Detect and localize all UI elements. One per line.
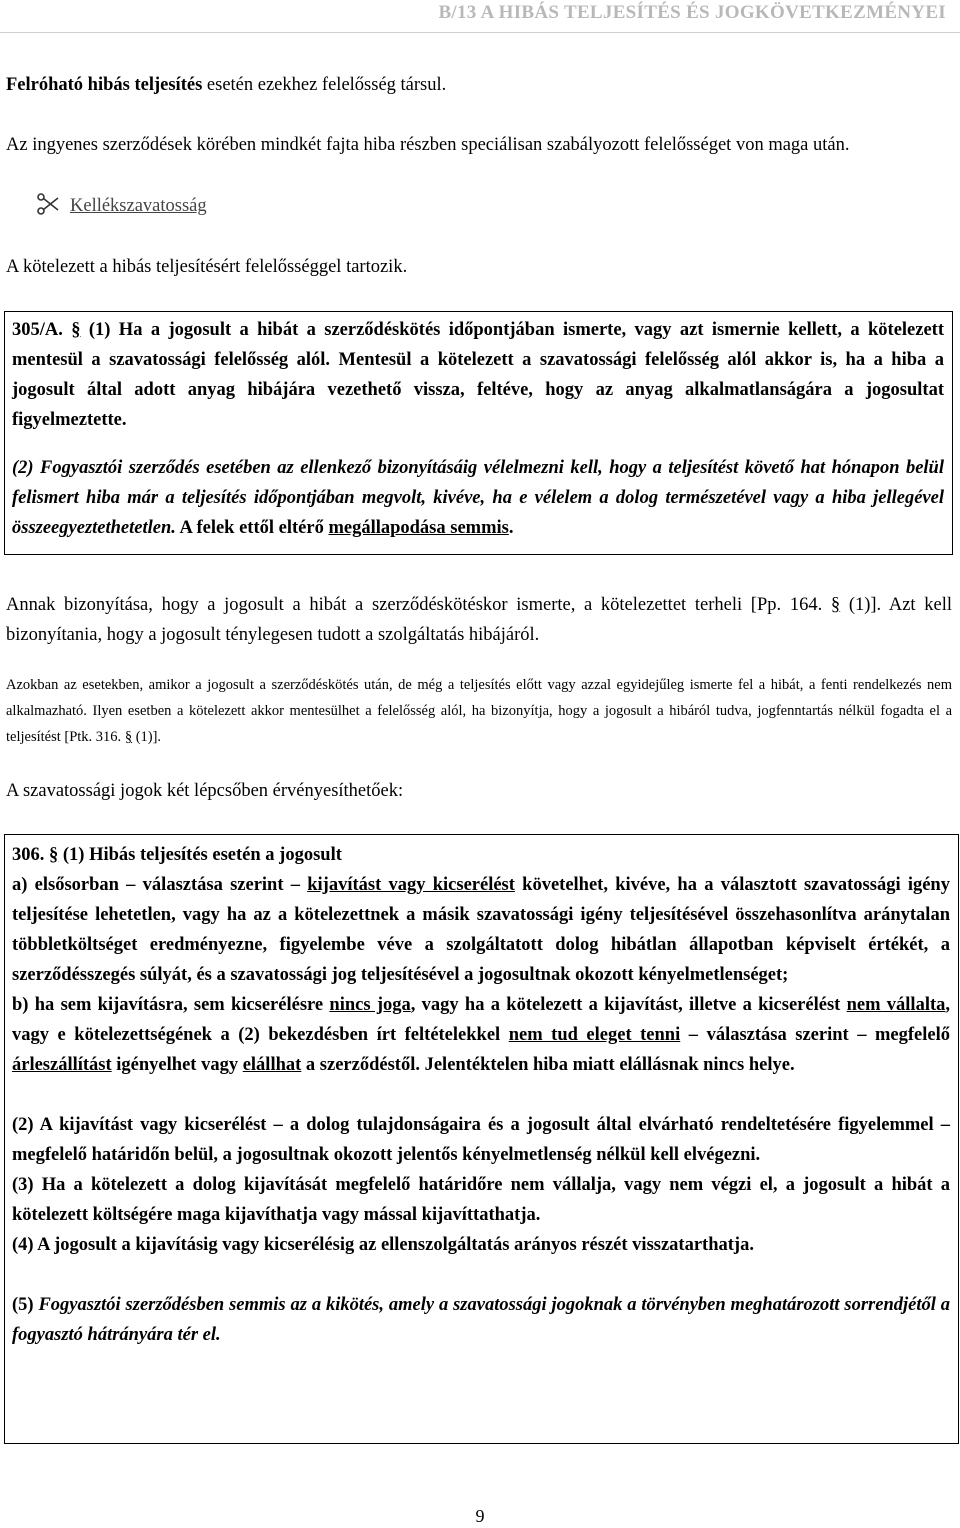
law-bold-underlined: megállapodása semmis — [328, 518, 509, 538]
running-header: B/13 A HIBÁS TELJESÍTÉS ÉS JOGKÖVETKEZMÉNYEI — [438, 2, 946, 23]
header-divider — [0, 32, 960, 33]
law-box-305A — [4, 311, 953, 555]
law-bold-end: . — [508, 518, 514, 538]
law-306-para4: (4) A jogosult a kijavításig vagy kicserélésig az ellenszolgáltatás arányos részét visszatarthatja. — [12, 1235, 754, 1255]
paragraph-ingyenes: Az ingyenes szerződések körében mindkét fajta hiba részben speciálisan szabályozott felelősséget von maga után. — [6, 135, 850, 155]
paragraph-kotelezett: A kötelezett a hibás teljesítésért felelősséggel tartozik. — [6, 257, 408, 277]
law-text: (1) Ha a jogosult a hibát a szerződéskötés időpontjában ismerte, vagy azt ismernie kellett, a kötelezett mentesül a szavatossági felelősség alól. Mentesül a kötelezett a szavatossági felelősség alól akkor is, ha a hiba a jogosult által adott anyag hibájára vezethető vissza, feltéve, hogy az anyag alkalmatlanságára a jogosultat figyelmeztette. — [12, 320, 945, 430]
law-306-para5 — [12, 1290, 950, 1350]
text-run: követelhet, kivéve, ha a választott szavatossági igény teljesítése lehetetlen, vagy ha az a kötelezettnek a másik szavatossági igény teljesítésével összehasonlítva aránytalan többletköltséget eredményezne, figyelembe véve a szolgáltatott dolog hibátlan állapotban képviselt értékét, a szerződésszegés súlyát, és a szavatossági jog teljesítésével a jogosultnak okozott kényelmetlenséget; — [12, 875, 950, 985]
law-italic-text: Fogyasztói szerződésben semmis az a kikötés, amely a szavatossági jogoknak a törvényben meghatározott sorrendjétől a fogyasztó hátrányára tér el. — [12, 1295, 950, 1345]
kellekszavatossag-link[interactable]: Kellékszavatosság — [70, 196, 207, 216]
bold-term: Felróható hibás teljesítés — [6, 75, 203, 95]
underlined-term: nem tud eleget tenni — [508, 1025, 681, 1045]
paragraph-azokban — [6, 672, 952, 750]
section-sign-link[interactable]: § — [830, 595, 841, 615]
paragraph-bizonyitas — [6, 590, 952, 650]
underlined-term: kijavítást vagy kicserélést — [307, 875, 515, 895]
paragraph-text-b: (1)]. Azt kell bizonyítania, hogy a jogosult ténylegesen tudott a szolgáltatás hibájáról. — [6, 595, 952, 645]
underlined-term: árleszállítást — [12, 1055, 112, 1075]
law-305A-para1 — [12, 315, 944, 435]
section-sign-link[interactable]: § — [124, 729, 133, 745]
section-sign-link[interactable]: § — [49, 845, 59, 865]
law-306-point-a — [12, 870, 950, 990]
law-number: 305/A. — [12, 320, 72, 340]
law-bold-text: A felek ettől eltérő — [175, 518, 329, 538]
text-run: – választása szerint – megfelelő — [680, 1025, 950, 1045]
page-number: 9 — [475, 1506, 485, 1526]
underlined-term: nincs joga — [329, 995, 411, 1015]
law-number: 306. — [12, 845, 49, 865]
text-run: , vagy ha a kötelezett a kijavítást, illetve a kicserélést — [410, 995, 847, 1015]
paragraph-felrohato — [6, 70, 952, 100]
paragraph-text-a: Azokban az esetekben, amikor a jogosult a szerződéskötés után, de még a teljesítés előtt vagy azzal egyidejűleg ismerte fel a hibát, a fenti rendelkezés nem alkalmazható. Ilyen esetben a kötelezett akkor mentesülhet a felelősség alól, ha bizonyítja, hogy a jogosult a hibáról tudva, jogfenntartás nélkül fogadta el a teljesítést [Ptk. 316. — [6, 677, 952, 745]
section-sign-link[interactable]: § — [71, 320, 81, 340]
para-number: (5) — [12, 1295, 34, 1315]
law-text: (1) Hibás teljesítés esetén a jogosult — [58, 845, 342, 865]
text-run: a szerződéstől. Jelentéktelen hiba miatt elállásnak nincs helye. — [301, 1055, 795, 1075]
paragraph-szavatossagi-jogok: A szavatossági jogok két lépcsőben érvényesíthetőek: — [6, 781, 404, 801]
paragraph-text: esetén ezekhez felelősség társul. — [202, 75, 447, 95]
text-run: igényelhet vagy — [111, 1055, 243, 1075]
underlined-term: elállhat — [242, 1055, 302, 1075]
text-run: a) elsősorban – választása szerint – — [12, 875, 308, 895]
law-306-heading — [12, 840, 950, 870]
law-italic-text: (2) Fogyasztói szerződés esetében az ellenkező bizonyításáig vélelmezni kell, hogy a teljesítést követő hat hónapon belül felismert hiba már a teljesítés időpontjában megvolt, kivéve, ha e vélelem a dolog természetével vagy a hiba jellegével összeegyeztethetetlen. — [12, 458, 944, 538]
law-306-point-b — [12, 990, 950, 1080]
law-305A-para2 — [12, 453, 944, 543]
paragraph-text-a: Annak bizonyítása, hogy a jogosult a hibát a szerződéskötéskor ismerte, a kötelezettet terheli [Pp. 164. — [6, 595, 831, 615]
text-run: b) ha sem kijavításra, sem kicserélésre — [12, 995, 330, 1015]
section-heading-kellekszavatossag[interactable] — [36, 191, 207, 221]
underlined-term: nem vállalta — [846, 995, 946, 1015]
law-306-para2: (2) A kijavítást vagy kicserélést – a dolog tulajdonságaira és a jogosult által elvárható rendeltetésére figyelemmel – megfelelő határidőn belül, a jogosultnak okozott jelentős kényelmetlenség nélkül kell elvégezni. — [12, 1115, 950, 1165]
law-box-306 — [4, 834, 959, 1444]
paragraph-text-b: (1)]. — [132, 729, 162, 745]
law-306-para3: (3) Ha a kötelezett a dolog kijavítását megfelelő határidőre nem vállalja, vagy nem végzi el, a jogosult a hibát a kötelezett költségére maga kijavíthatja vagy mással kijavíttathatja. — [12, 1175, 950, 1225]
text-run: , vagy e kötelezettségének a (2) bekezdésben írt feltételekkel — [12, 995, 950, 1045]
scissors-icon — [36, 192, 60, 216]
